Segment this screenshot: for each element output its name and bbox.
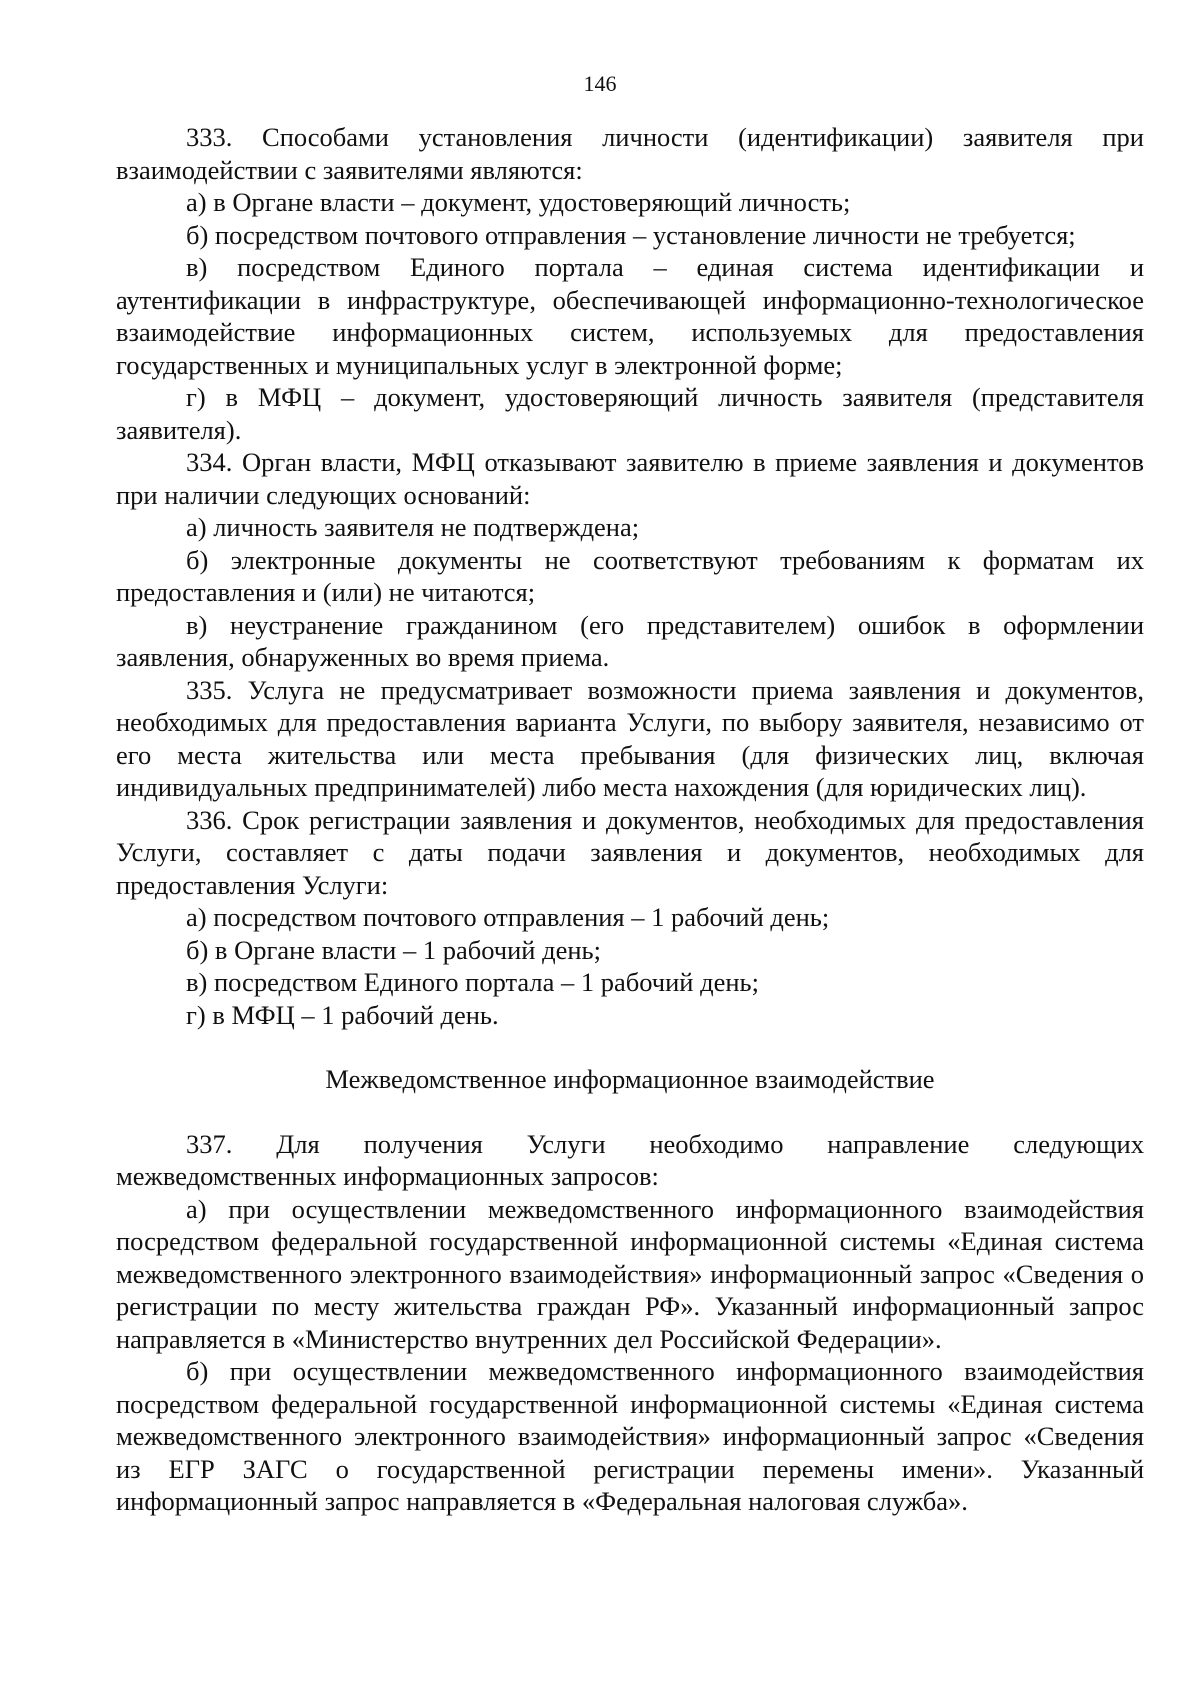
paragraph: в) посредством Единого портала – единая система идентификации и аутентификации в инфраструктуре, обеспечивающей информационно-технологическое взаимодействие информационных систем, используемых для предоставления государственных и муниципальных услуг в электронной форме; <box>116 252 1144 380</box>
paragraph: г) в МФЦ – документ, удостоверяющий личность заявителя (представителя заявителя). <box>116 382 1144 445</box>
paragraph: 336. Срок регистрации заявления и документов, необходимых для предоставления Услуги, составляет с даты подачи заявления и документов, необходимых для предоставления Услуги: <box>116 804 1144 900</box>
paragraph: 335. Услуга не предусматривает возможности приема заявления и документов, необходимых для предоставления варианта Услуги, по выбору заявителя, независимо от его места жительства или места пребывания (для физических лиц, включая индивидуальных предпринимателей) либо места нахождения (для юридических лиц). <box>116 674 1144 802</box>
paragraph: 337. Для получения Услуги необходимо направление следующих межведомственных информационных запросов: <box>116 1128 1144 1191</box>
paragraph: б) в Органе власти – 1 рабочий день; <box>186 934 601 965</box>
paragraph: б) электронные документы не соответствуют требованиям к форматам их предоставления и (или) не читаются; <box>116 544 1144 607</box>
page-number: 146 <box>583 71 617 96</box>
section-heading: Межведомственное информационное взаимодействие <box>325 1064 935 1094</box>
paragraph: а) в Органе власти – документ, удостоверяющий личность; <box>186 187 851 217</box>
paragraph: а) личность заявителя не подтверждена; <box>186 512 640 542</box>
paragraph: б) посредством почтового отправления – установление личности не требуется; <box>186 219 1076 250</box>
paragraph: а) при осуществлении межведомственного информационного взаимодействия посредством федеральной государственной информационной системы «Единая система межведомственного электронного взаимодействия» информационный запрос «Сведения о регистрации по месту жительства граждан РФ». Указанный информационный запрос направляется в «Министерство внутренних дел Российской Федерации». <box>116 1193 1144 1354</box>
paragraph: в) неустранение гражданином (его представителем) ошибок в оформлении заявления, обнаруженных во время приема. <box>116 609 1144 672</box>
paragraph: 333. Способами установления личности (идентификации) заявителя при взаимодействии с заявителями являются: <box>116 122 1144 185</box>
paragraph: б) при осуществлении межведомственного информационного взаимодействия посредством федеральной государственной информационной системы «Единая система межведомственного электронного взаимодействия» информационный запрос «Сведения из ЕГР ЗАГС о государственной регистрации перемены имени». Указанный информационный запрос направляется в «Федеральная налоговая служба». <box>116 1356 1144 1516</box>
paragraph: г) в МФЦ – 1 рабочий день. <box>186 999 499 1030</box>
paragraph: а) посредством почтового отправления – 1 рабочий день; <box>186 902 830 932</box>
paragraph: 334. Орган власти, МФЦ отказывают заявителю в приеме заявления и документов при наличии следующих оснований: <box>116 447 1144 510</box>
paragraph: в) посредством Единого портала – 1 рабочий день; <box>186 967 759 997</box>
document-body <box>116 121 1144 1518</box>
